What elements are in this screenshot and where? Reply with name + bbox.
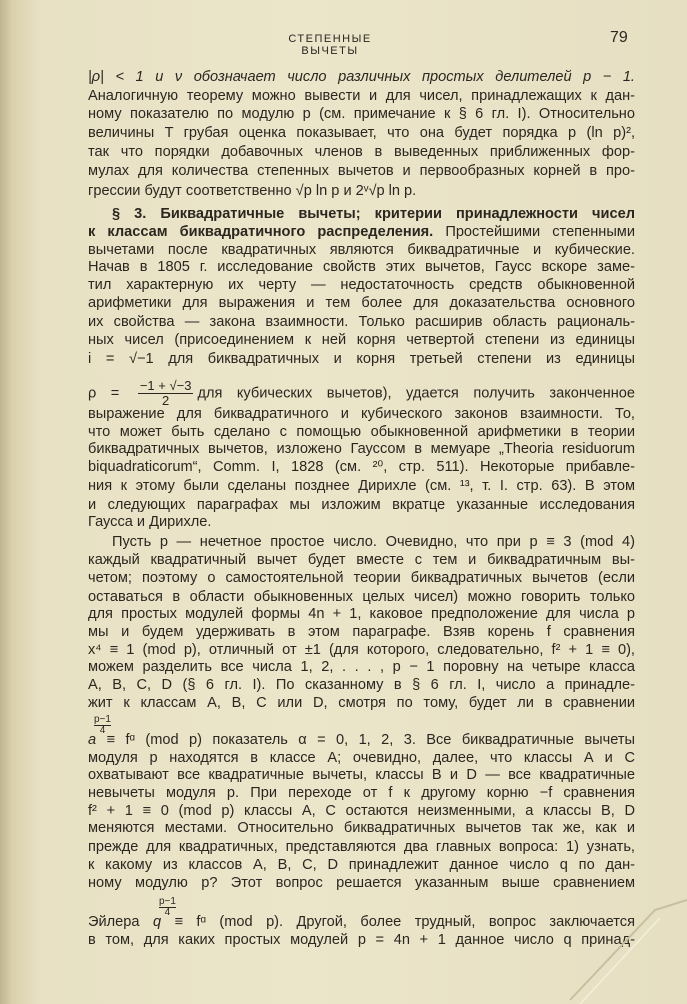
line-text: ных чисел (присоединением к ней корня четвертой степени из единицы [88,331,635,348]
text-line [88,624,635,641]
bold-heading-text: к классам биквадратичного распределения. [88,223,434,240]
text-line [88,514,635,531]
text-line [88,497,635,514]
text-line [88,713,635,749]
text-line [88,106,635,123]
line-text: мулах для количества степенных вычетов и первообразных корней в про- [88,162,635,179]
text-line [88,534,635,551]
line-text: Пусть p — нечетное простое число. Очевидно, что при p ≡ 3 (mod 4) [112,533,635,550]
text-line [88,88,635,105]
line-text: f² + 1 ≡ 0 (mod p) классы A, C остаются неизменными, а классы B, D [88,802,635,819]
line-text: Гаусса и Дирихле. [88,513,212,530]
line-text: и следующих параграфах мы изложим вкратце указанные исследования [88,496,635,513]
line-text: Начав в 1805 г. исследование свойств этих вычетов, Гаусс вскоре заме- [88,258,635,275]
text-line [88,242,635,259]
text-line [88,277,635,294]
line-text: грессии будут соответственно √p ln p и 2ᵛ√p ln p. [88,182,417,199]
exponent-denominator: 4 [99,724,106,736]
line-text: можем разделить все числа 1, 2, . . . , p − 1 поровну на четыре класса [88,658,635,675]
text-line [88,642,635,659]
line-text: прежде для квадратичных, представляются два главных вопроса: 1) узнать, [88,838,635,855]
exponent-numerator: p−1 [94,713,111,725]
page-number: 79 [610,29,628,46]
line-text: Простейшими степенными [433,223,635,240]
text-line [88,332,635,349]
line-text: меняются местами. Относительно биквадратичных вычетов так же, как и [88,819,635,836]
text-line [88,857,635,874]
text-line [88,875,635,892]
line-text: арифметики для выражения и тем более для доказательства основного [88,294,635,311]
line-text: величины T грубая оценка показывает, что она будет порядка p (ln p)², [88,124,635,141]
line-text: невычеты модуля p. При переходе от f к другому корню −f сравнения [88,784,635,801]
line-text: тил характерную их черту — недостаточность средств обыкновенной [88,276,635,293]
text-line [88,785,635,802]
line-text: выражение для биквадратичного и кубического законов взаимности. То, [88,405,635,422]
text-line [88,695,635,712]
line-text: так что порядки добавочных членов в выведенных приближенных фор- [88,143,635,160]
line-text: Аналогичную теорему можно вывести и для чисел, принадлежащих к дан- [88,87,635,104]
exponent-fraction [159,897,176,918]
text-line [88,459,635,476]
text-line [88,478,635,495]
page-corner-fold [560,860,687,1004]
exponent-denominator: 4 [164,906,171,918]
exponent-fraction [94,715,111,736]
line-text: A, B, C, D (§ 6 гл. I). По сказанному в § 6 гл. I, число a принадле- [88,676,635,693]
text-line [88,183,635,200]
fraction-denominator: 2 [162,392,170,408]
text-line [88,606,635,623]
line-text: вычетами после квадратичных являются биквадратичные и кубические. [88,241,635,258]
line-text: в том, для каких простых модулей p = 4n + 1 данное число q принад- [88,931,635,948]
line-text: ≡ fᵅ (mod p) показатель α = 0, 1, 2, 3. Все биквадратичные вычеты [106,731,635,748]
line-text: ния к этому были сделаны позднее Дирихле (см. ¹³, т. I. стр. 63). В этом [88,477,635,494]
text-line [88,677,635,694]
text-line [88,314,635,331]
text-line [88,351,635,368]
line-text: для простых модулей формы 4n + 1, каковое предположение для числа p [88,605,635,622]
line-text: для кубических вычетов), удается получить законченное [197,384,635,401]
line-text: ному модулю p? Этот вопрос решается указанным выше сравнением [88,874,635,891]
line-text: четом; поэтому о самостоятельной теории биквадратичных вычетов (если [88,569,635,586]
power-base: q [152,913,162,930]
text-line [88,424,635,441]
text-line [88,144,635,161]
power-base: a [88,731,97,748]
text-line [88,259,635,276]
text-line [88,406,635,423]
line-text: § 3. Биквадратичные вычеты; критерии принадлежности чисел [112,205,635,222]
text-line [88,224,635,241]
text-line [88,839,635,856]
text-line [88,441,635,458]
text-line [88,69,635,86]
text-line [88,659,635,676]
power-expression [88,713,111,749]
line-text: каждый квадратичный вычет будет вместе с тем и биквадратичным вы- [88,551,635,568]
text-line [88,932,635,949]
text-line [88,589,635,606]
line-text: ≡ fᵅ (mod p). Другой, более трудный, вопрос заключается [174,913,635,930]
running-title: СТЕПЕННЫЕ ВЫЧЕТЫ [288,33,372,57]
fraction-numerator: −1 + √−3 [139,377,192,393]
formula-lead: ρ = [88,384,120,401]
text-line [88,570,635,587]
line-text: что может быть сделано с помощью обыкновенной арифметики в теории [88,423,635,440]
exponent-numerator: p−1 [158,895,176,907]
line-text: жит к классам A, B, C или D, смотря по тому, будет ли в сравнении [88,694,635,711]
text-line [88,377,635,408]
line-text: их свойства — закона взаимности. Только расширив область рациональ- [88,313,635,330]
line-text: охватывают все квадратичные вычеты, классы B и D — все квадратичные [88,766,635,783]
text-line [88,163,635,180]
text-line [88,767,635,784]
line-text: x⁴ ≡ 1 (mod p), отличный от ±1 (для которого, следовательно, f² + 1 ≡ 0), [88,641,635,658]
power-expression [152,895,176,931]
line-text: мы и будем удерживать в этом параграфе. Взяв корень f сравнения [88,623,635,640]
line-text: biquadraticorum“, Comm. I, 1828 (см. ²⁰, стр. 511). Некоторые прибавле- [88,458,635,475]
text-line [88,820,635,837]
line-text: к какому из классов A, B, C, D принадлежит данное число q по дан- [88,856,635,873]
text-line [88,295,635,312]
line-text: биквадратичных вычетов, изложено Гауссом в мемуаре „Theoria residuorum [88,440,635,457]
text-line [88,750,635,767]
line-text: модуля p находятся в классе A; очевидно, далее, что классы A и C [88,749,635,766]
formula-lead: Эйлера [88,913,140,930]
text-line [88,895,635,931]
line-text: ному показателю по модулю p (см. примечание к § 6 гл. I). Относительно [88,105,635,122]
text-line [88,803,635,820]
text-line [88,125,635,142]
line-text: оставаться в области обыкновенных целых чисел) можно говорить только [88,588,635,605]
line-text: i = √−1 для биквадратичных и корня третьей степени из единицы [88,350,635,367]
fraction [138,379,194,408]
text-line [88,552,635,569]
line-text: |ρ| < 1 и ν обозначает число различных простых делителей p − 1. [88,68,635,85]
text-line [88,206,635,223]
